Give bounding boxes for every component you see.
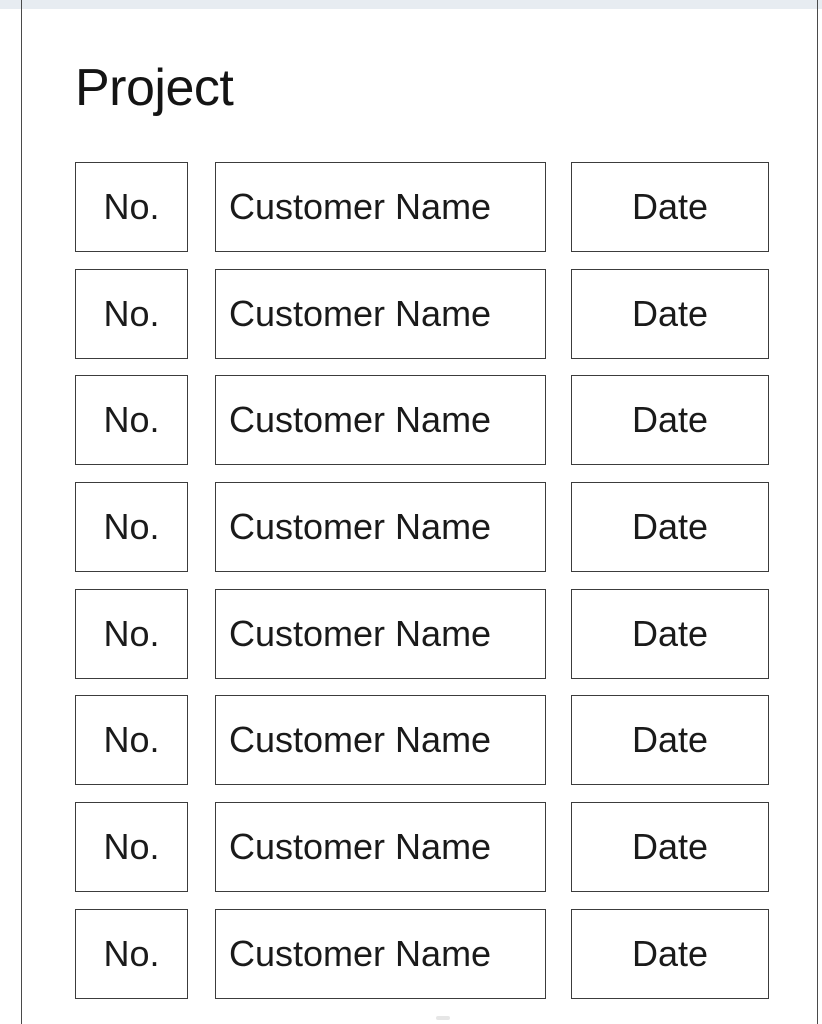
date-cell[interactable]: Date — [571, 909, 769, 999]
row-number-cell[interactable]: No. — [75, 909, 188, 999]
customer-name-cell[interactable]: Customer Name — [215, 269, 546, 359]
customer-name-cell[interactable]: Customer Name — [215, 482, 546, 572]
date-cell[interactable]: Date — [571, 269, 769, 359]
date-cell[interactable]: Date — [571, 162, 769, 252]
row-number-cell[interactable]: No. — [75, 695, 188, 785]
customer-name-cell[interactable]: Customer Name — [215, 375, 546, 465]
date-cell[interactable]: Date — [571, 482, 769, 572]
date-cell[interactable]: Date — [571, 589, 769, 679]
row-number-cell[interactable]: No. — [75, 589, 188, 679]
customer-name-cell[interactable]: Customer Name — [215, 162, 546, 252]
customer-name-cell[interactable]: Customer Name — [215, 695, 546, 785]
row-number-cell[interactable]: No. — [75, 375, 188, 465]
customer-name-cell[interactable]: Customer Name — [215, 909, 546, 999]
row-number-cell[interactable]: No. — [75, 269, 188, 359]
row-number-cell[interactable]: No. — [75, 802, 188, 892]
date-cell[interactable]: Date — [571, 802, 769, 892]
customer-name-cell[interactable]: Customer Name — [215, 802, 546, 892]
customer-name-cell[interactable]: Customer Name — [215, 589, 546, 679]
panel-top-strip — [22, 0, 817, 9]
row-number-cell[interactable]: No. — [75, 482, 188, 572]
date-cell[interactable]: Date — [571, 695, 769, 785]
date-cell[interactable]: Date — [571, 375, 769, 465]
page-title: Project — [75, 59, 234, 117]
project-panel — [21, 0, 818, 1024]
scroll-indicator — [436, 1016, 450, 1020]
row-number-cell[interactable]: No. — [75, 162, 188, 252]
